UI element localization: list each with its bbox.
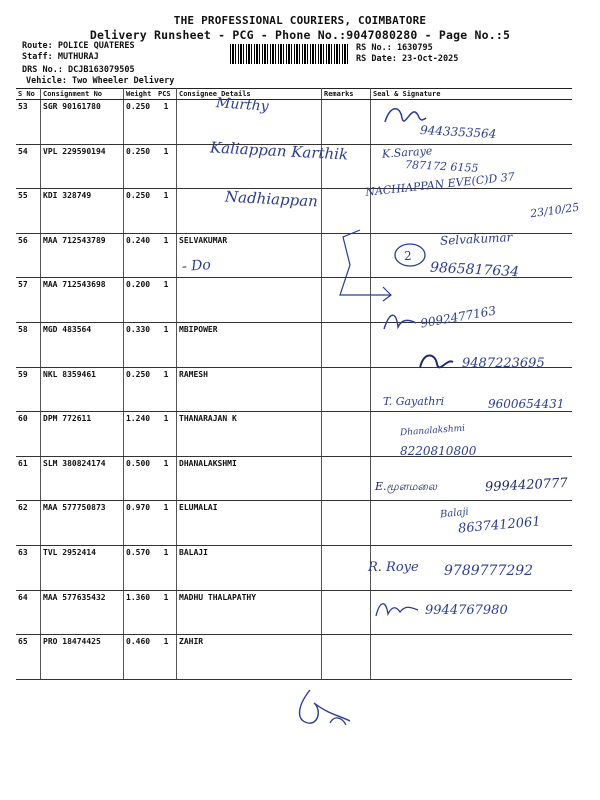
cell-pcs: 1 xyxy=(156,233,177,278)
cell-remarks xyxy=(322,456,371,501)
col-weight: Weight xyxy=(124,89,157,100)
cell-consignee: ZAHIR xyxy=(177,635,322,680)
final-signature xyxy=(290,685,360,730)
cell-sno: 65 xyxy=(16,635,41,680)
cell-pcs: 1 xyxy=(156,189,177,234)
cell-consignment-no: MAA 712543789 xyxy=(41,233,124,278)
cell-pcs: 1 xyxy=(156,144,177,189)
handwritten-phone: 8637412061 xyxy=(457,514,542,537)
cell-pcs: 1 xyxy=(156,635,177,680)
ditto-mark: - Do xyxy=(181,257,212,275)
cell-weight: 0.970 xyxy=(124,501,157,546)
cell-seal-signature xyxy=(371,635,573,680)
cell-sno: 58 xyxy=(16,322,41,367)
bracket-mark xyxy=(335,225,395,305)
staff-label: Staff: MUTHURAJ xyxy=(22,52,99,62)
signature-scribble xyxy=(372,596,422,622)
cell-consignee: ELUMALAI xyxy=(177,501,322,546)
handwritten-name: Nadhiappan xyxy=(224,187,319,211)
cell-consignee: RAMESH xyxy=(177,367,322,412)
cell-sno: 60 xyxy=(16,412,41,457)
company-title: THE PROFESSIONAL COURIERS, COIMBATORE xyxy=(173,14,427,27)
cell-weight: 0.330 xyxy=(124,322,157,367)
cell-sno: 55 xyxy=(16,189,41,234)
cell-weight: 0.460 xyxy=(124,635,157,680)
handwritten-name: Kaliappan Karthik xyxy=(209,138,349,164)
handwritten-signature: K.Saraye xyxy=(381,144,433,161)
cell-weight: 0.250 xyxy=(124,189,157,234)
cell-weight: 0.240 xyxy=(124,233,157,278)
cell-sno: 64 xyxy=(16,590,41,635)
cell-consignment-no: MAA 577635432 xyxy=(41,590,124,635)
cell-sno: 62 xyxy=(16,501,41,546)
cell-consignment-no: TVL 2952414 xyxy=(41,545,124,590)
handwritten-signature: Dhanalakshmi xyxy=(399,423,466,439)
handwritten-date: 23/10/25 xyxy=(529,200,581,221)
table-row xyxy=(16,635,572,680)
route-label: Route: POLICE QUATERES xyxy=(22,41,135,51)
rs-date: RS Date: 23-Oct-2025 xyxy=(356,54,459,64)
cell-sno: 61 xyxy=(16,456,41,501)
cell-remarks xyxy=(322,412,371,457)
vehicle-label: Vehicle: Two Wheeler Delivery xyxy=(26,76,175,86)
cell-consignee: DHANALAKSHMI xyxy=(177,456,322,501)
rs-number: RS No.: 1630795 xyxy=(356,43,433,53)
cell-consignment-no: NKL 8359461 xyxy=(41,367,124,412)
cell-remarks xyxy=(322,635,371,680)
svg-text:2: 2 xyxy=(404,249,412,263)
handwritten-signature: Balaji xyxy=(439,506,470,521)
cell-consignment-no: MAA 577750873 xyxy=(41,501,124,546)
cell-sno: 53 xyxy=(16,100,41,145)
col-consignee: Consignee Details xyxy=(177,89,322,100)
cell-sno: 59 xyxy=(16,367,41,412)
handwritten-signature: Selvakumar xyxy=(439,230,513,248)
cell-pcs: 1 xyxy=(156,278,177,323)
cell-consignee: BALAJI xyxy=(177,545,322,590)
cell-weight: 1.360 xyxy=(124,590,157,635)
cell-pcs: 1 xyxy=(156,456,177,501)
col-sno: S No xyxy=(16,89,41,100)
drs-label: DRS No.: DCJB163079505 xyxy=(22,65,135,75)
cell-consignment-no: SLM 380824174 xyxy=(41,456,124,501)
signature-scribble xyxy=(380,305,420,335)
cell-weight: 0.200 xyxy=(124,278,157,323)
handwritten-signature: NACHIAPPAN EVE(C)D 37 xyxy=(364,170,516,199)
cell-consignment-no: KDI 328749 xyxy=(41,189,124,234)
cell-pcs: 1 xyxy=(156,322,177,367)
cell-weight: 0.500 xyxy=(124,456,157,501)
cell-consignment-no: DPM 772611 xyxy=(41,412,124,457)
handwritten-phone: 9600654431 xyxy=(488,397,565,411)
cell-sno: 56 xyxy=(16,233,41,278)
handwritten-phone: 9994420777 xyxy=(484,475,569,496)
cell-pcs: 1 xyxy=(156,412,177,457)
handwritten-phone: 9443353564 xyxy=(419,123,497,141)
table-row xyxy=(16,412,572,457)
cell-sno: 54 xyxy=(16,144,41,189)
cell-consignee: SELVAKUMAR xyxy=(177,233,322,278)
handwritten-name: Murthy xyxy=(215,95,270,115)
cell-weight: 0.250 xyxy=(124,144,157,189)
cell-consignee: MADHU THALAPATHY xyxy=(177,590,322,635)
cell-pcs: 1 xyxy=(156,590,177,635)
circled-2-mark xyxy=(392,240,432,270)
col-seal-signature: Seal & Signature xyxy=(371,89,573,100)
col-pcs: PCS xyxy=(156,89,177,100)
cell-pcs: 1 xyxy=(156,545,177,590)
cell-remarks xyxy=(322,545,371,590)
cell-consignee: MBIPOWER xyxy=(177,322,322,367)
cell-consignment-no: MAA 712543698 xyxy=(41,278,124,323)
cell-remarks xyxy=(322,590,371,635)
cell-remarks xyxy=(322,322,371,367)
cell-consignment-no: PRO 18474425 xyxy=(41,635,124,680)
cell-sno: 57 xyxy=(16,278,41,323)
runsheet-subtitle: Delivery Runsheet - PCG - Phone No.:9047080280 - Page No.:5 xyxy=(89,28,511,42)
cell-remarks xyxy=(322,501,371,546)
cell-sno: 63 xyxy=(16,545,41,590)
handwritten-phone: 9092477163 xyxy=(419,303,497,331)
cell-weight: 1.240 xyxy=(124,412,157,457)
handwritten-phone: 9487223695 xyxy=(462,356,545,371)
handwritten-signature: T. Gayathri xyxy=(383,395,445,408)
cell-weight: 0.250 xyxy=(124,100,157,145)
cell-consignment-no: SGR 90161780 xyxy=(41,100,124,145)
col-consignment: Consignment No xyxy=(41,89,124,100)
handwritten-phone: 9944767980 xyxy=(425,603,508,618)
handwritten-phone: 9865817634 xyxy=(429,259,520,281)
handwritten-signature: E.மூளமலை xyxy=(375,480,438,493)
handwritten-phone: 8220810800 xyxy=(400,444,477,458)
cell-pcs: 1 xyxy=(156,501,177,546)
handwritten-phone: 787172 6155 xyxy=(404,158,479,175)
signature-scribble xyxy=(415,348,455,378)
cell-pcs: 1 xyxy=(156,367,177,412)
cell-pcs: 1 xyxy=(156,100,177,145)
barcode xyxy=(230,44,350,64)
cell-consignment-no: MGD 483564 xyxy=(41,322,124,367)
col-remarks: Remarks xyxy=(322,89,371,100)
cell-weight: 0.570 xyxy=(124,545,157,590)
table-header-row xyxy=(16,89,572,100)
cell-remarks xyxy=(322,367,371,412)
cell-consignee xyxy=(177,278,322,323)
handwritten-signature: R. Roye xyxy=(368,560,419,575)
cell-consignment-no: VPL 229590194 xyxy=(41,144,124,189)
cell-weight: 0.250 xyxy=(124,367,157,412)
handwritten-phone: 9789777292 xyxy=(444,563,534,579)
cell-consignee: THANARAJAN K xyxy=(177,412,322,457)
cell-remarks xyxy=(322,100,371,145)
